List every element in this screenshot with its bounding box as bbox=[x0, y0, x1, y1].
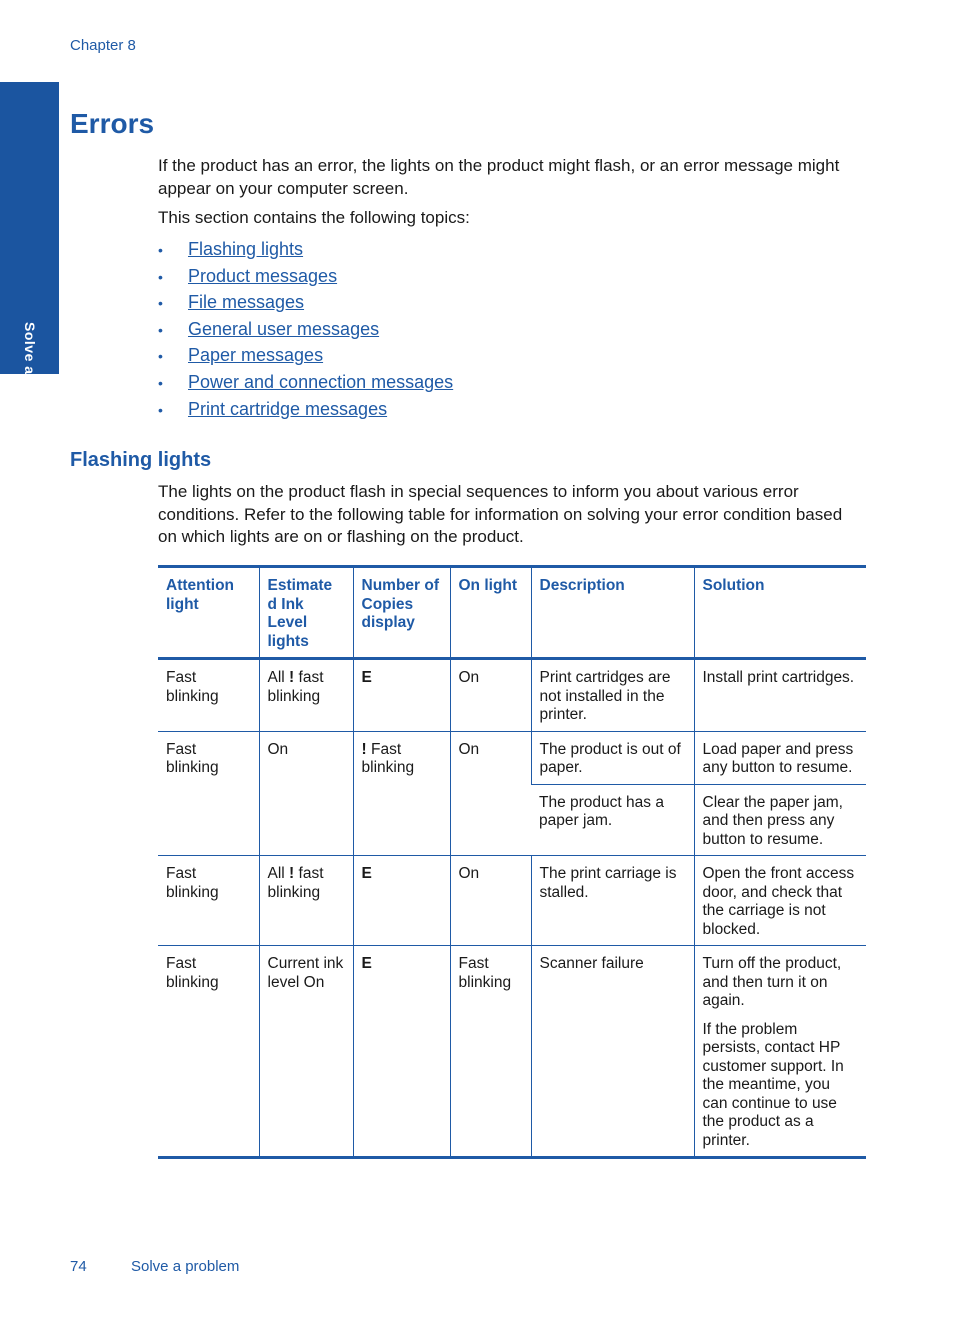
cell-on-light: On bbox=[450, 659, 531, 732]
page-number: 74 bbox=[70, 1258, 87, 1275]
cell-copies bbox=[353, 731, 450, 856]
ink-warning-mark: ! bbox=[289, 865, 295, 882]
topics-intro: This section contains the following topics: bbox=[158, 208, 470, 227]
cell-ink: Current ink level On bbox=[259, 946, 353, 1158]
flashing-lights-table-wrap bbox=[158, 565, 866, 1159]
header-copies-display: Number of Copies display bbox=[353, 567, 450, 659]
cell-solution: Install print cartridges. bbox=[694, 659, 866, 732]
cell-on-light: Fast blinking bbox=[450, 946, 531, 1158]
topic-link-file-messages[interactable]: File messages bbox=[188, 292, 305, 313]
topic-link-paper-messages[interactable]: Paper messages bbox=[188, 345, 324, 366]
bullet-icon: • bbox=[158, 295, 163, 312]
cell-description: Print cartridges are not installed in the printer. bbox=[531, 659, 694, 732]
cell-attention: Fast blinking bbox=[166, 955, 219, 991]
header-solution: Solution bbox=[694, 567, 866, 659]
cell-solution: Load paper and press any button to resume. bbox=[694, 731, 866, 784]
cell-attention: Fast blinking bbox=[166, 740, 219, 776]
bullet-icon: • bbox=[158, 321, 163, 338]
cell-description: Scanner failure bbox=[531, 946, 694, 1158]
flashing-lights-intro: The lights on the product flash in special sequences to inform you about various error conditions. Refer to the following table for information on solving your error condition based on which lights are on or flashing on the product. bbox=[158, 482, 843, 546]
cell-attention: Fast blinking bbox=[166, 865, 219, 901]
cell-solution: Clear the paper jam, and then press any button to resume. bbox=[694, 784, 866, 856]
topic-item bbox=[158, 370, 453, 397]
ink-text-post: fast blinking bbox=[267, 669, 324, 705]
topic-link-power-connection-messages[interactable]: Power and connection messages bbox=[188, 371, 454, 392]
bullet-icon: • bbox=[158, 348, 163, 365]
topic-link-print-cartridge-messages[interactable]: Print cartridge messages bbox=[188, 398, 388, 419]
ink-warning-mark: ! bbox=[289, 669, 295, 686]
bullet-icon: • bbox=[158, 268, 163, 285]
cell-copies bbox=[353, 946, 450, 1158]
cell-attention: Fast blinking bbox=[166, 669, 219, 705]
intro-paragraph: If the product has an error, the lights on the product might flash, or an error message might appear on your computer screen. bbox=[158, 156, 840, 198]
ink-text-post: fast blinking bbox=[267, 865, 324, 901]
cell-copies bbox=[353, 856, 450, 946]
cell-description: The product has a paper jam. bbox=[539, 793, 664, 829]
cell-on-light: On bbox=[450, 856, 531, 946]
copies-mark: E bbox=[361, 669, 372, 686]
copies-mark: E bbox=[361, 955, 372, 972]
bullet-icon: • bbox=[158, 374, 163, 391]
cell-ink bbox=[259, 856, 353, 946]
topic-item bbox=[158, 264, 453, 291]
table-row bbox=[158, 731, 866, 784]
topic-link-flashing-lights[interactable]: Flashing lights bbox=[188, 239, 304, 259]
bullet-icon: • bbox=[158, 401, 163, 418]
topic-list bbox=[158, 237, 453, 423]
bullet-icon: • bbox=[158, 242, 163, 258]
section-heading-flashing-lights: Flashing lights bbox=[70, 449, 212, 471]
side-tab-label: Solve a problem bbox=[22, 322, 38, 438]
topic-link-general-user-messages[interactable]: General user messages bbox=[188, 318, 380, 339]
copies-mark: ! bbox=[361, 740, 367, 758]
flashing-lights-table bbox=[158, 565, 866, 1159]
cell-copies bbox=[353, 659, 450, 732]
copies-text: Fast blinking bbox=[361, 740, 415, 776]
cell-solution bbox=[694, 946, 866, 1158]
table-header-row bbox=[158, 567, 866, 659]
topic-item bbox=[158, 237, 453, 264]
ink-text-pre: All bbox=[267, 669, 290, 686]
header-on-light: On light bbox=[450, 567, 531, 659]
topic-item bbox=[158, 343, 453, 370]
table-row bbox=[158, 856, 866, 946]
side-tab bbox=[0, 82, 59, 438]
cell-on-light: On bbox=[450, 731, 531, 856]
solution-text: Turn off the product, and then turn it on again. bbox=[702, 955, 842, 1009]
cell-ink: On bbox=[259, 731, 353, 856]
header-description: Description bbox=[531, 567, 694, 659]
topic-item bbox=[158, 397, 453, 424]
ink-text-pre: All bbox=[267, 865, 290, 882]
cell-ink bbox=[259, 659, 353, 732]
cell-solution: Open the front access door, and check that the carriage is not blocked. bbox=[694, 856, 866, 946]
chapter-label: Chapter 8 bbox=[70, 37, 136, 54]
topic-item bbox=[158, 317, 453, 344]
topic-item bbox=[158, 290, 453, 317]
solution-note: If the problem persists, contact HP customer support. In the meantime, you can continue to use the product as a printer. bbox=[702, 1020, 844, 1149]
table-row bbox=[158, 659, 866, 732]
topic-link-product-messages[interactable]: Product messages bbox=[188, 265, 338, 286]
copies-mark: E bbox=[361, 865, 372, 882]
footer-section-name: Solve a problem bbox=[131, 1258, 240, 1275]
header-attention-light: Attention light bbox=[166, 577, 235, 613]
cell-description: The product is out of paper. bbox=[531, 731, 694, 784]
cell-description: The print carriage is stalled. bbox=[531, 856, 694, 946]
page-title: Errors bbox=[70, 108, 155, 139]
header-ink-level-lights: Estimate d Ink Level lights bbox=[259, 567, 353, 659]
table-row bbox=[158, 946, 866, 1158]
